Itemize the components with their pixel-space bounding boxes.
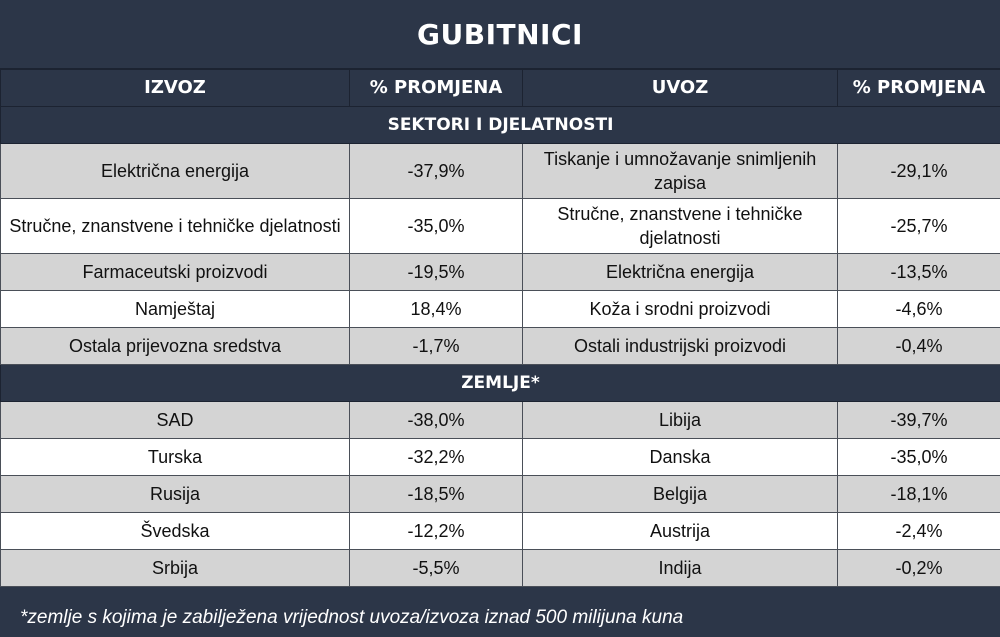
section-label: ZEMLJE* (1, 365, 1000, 402)
uvoz-pct-cell: -35,0% (838, 439, 1000, 476)
izvoz-pct-cell: 18,4% (350, 291, 523, 328)
uvoz-pct-cell: -13,5% (838, 254, 1000, 291)
header-uvoz: UVOZ (523, 70, 838, 107)
table-row (1, 328, 1000, 365)
section-row-sectors (1, 107, 1000, 144)
uvoz-pct-cell: -2,4% (838, 513, 1000, 550)
header-row (1, 70, 1000, 107)
header-uvoz-pct: % PROMJENA (838, 70, 1000, 107)
izvoz-pct-cell: -18,5% (350, 476, 523, 513)
izvoz-pct-cell: -38,0% (350, 402, 523, 439)
uvoz-cell: Električna energija (523, 254, 838, 291)
uvoz-cell: Ostali industrijski proizvodi (523, 328, 838, 365)
table-row (1, 291, 1000, 328)
uvoz-pct-cell: -18,1% (838, 476, 1000, 513)
uvoz-pct-cell: -0,2% (838, 550, 1000, 587)
izvoz-cell: Namještaj (1, 291, 350, 328)
uvoz-pct-cell: -39,7% (838, 402, 1000, 439)
uvoz-pct-cell: -29,1% (838, 144, 1000, 199)
izvoz-cell: Švedska (1, 513, 350, 550)
uvoz-cell: Stručne, znanstvene i tehničke djelatnosti (523, 199, 838, 254)
header-izvoz: IZVOZ (1, 70, 350, 107)
table-title: GUBITNICI (0, 0, 1000, 69)
footnote: *zemlje s kojima je zabilježena vrijednost uvoza/izvoza iznad 500 milijuna kuna (0, 599, 1000, 637)
table-row (1, 254, 1000, 291)
izvoz-pct-cell: -5,5% (350, 550, 523, 587)
uvoz-pct-cell: -25,7% (838, 199, 1000, 254)
izvoz-pct-cell: -35,0% (350, 199, 523, 254)
izvoz-cell: SAD (1, 402, 350, 439)
izvoz-cell: Srbija (1, 550, 350, 587)
izvoz-cell: Turska (1, 439, 350, 476)
izvoz-cell: Farmaceutski proizvodi (1, 254, 350, 291)
izvoz-cell: Stručne, znanstvene i tehničke djelatnosti (1, 199, 350, 254)
table-row (1, 550, 1000, 587)
uvoz-cell: Danska (523, 439, 838, 476)
header-izvoz-pct: % PROMJENA (350, 70, 523, 107)
izvoz-cell: Rusija (1, 476, 350, 513)
izvoz-cell: Ostala prijevozna sredstva (1, 328, 350, 365)
uvoz-pct-cell: -4,6% (838, 291, 1000, 328)
losers-table (0, 69, 1000, 587)
section-label: SEKTORI I DJELATNOSTI (1, 107, 1000, 144)
izvoz-pct-cell: -32,2% (350, 439, 523, 476)
izvoz-pct-cell: -37,9% (350, 144, 523, 199)
table-row (1, 439, 1000, 476)
uvoz-cell: Austrija (523, 513, 838, 550)
section-row-countries (1, 365, 1000, 402)
uvoz-cell: Libija (523, 402, 838, 439)
table-row (1, 402, 1000, 439)
izvoz-pct-cell: -19,5% (350, 254, 523, 291)
uvoz-cell: Tiskanje i umnožavanje snimljenih zapisa (523, 144, 838, 199)
table-row (1, 476, 1000, 513)
uvoz-cell: Belgija (523, 476, 838, 513)
uvoz-cell: Koža i srodni proizvodi (523, 291, 838, 328)
izvoz-pct-cell: -1,7% (350, 328, 523, 365)
uvoz-pct-cell: -0,4% (838, 328, 1000, 365)
izvoz-cell: Električna energija (1, 144, 350, 199)
table-row (1, 144, 1000, 199)
table-row (1, 513, 1000, 550)
table-row (1, 199, 1000, 254)
izvoz-pct-cell: -12,2% (350, 513, 523, 550)
uvoz-cell: Indija (523, 550, 838, 587)
